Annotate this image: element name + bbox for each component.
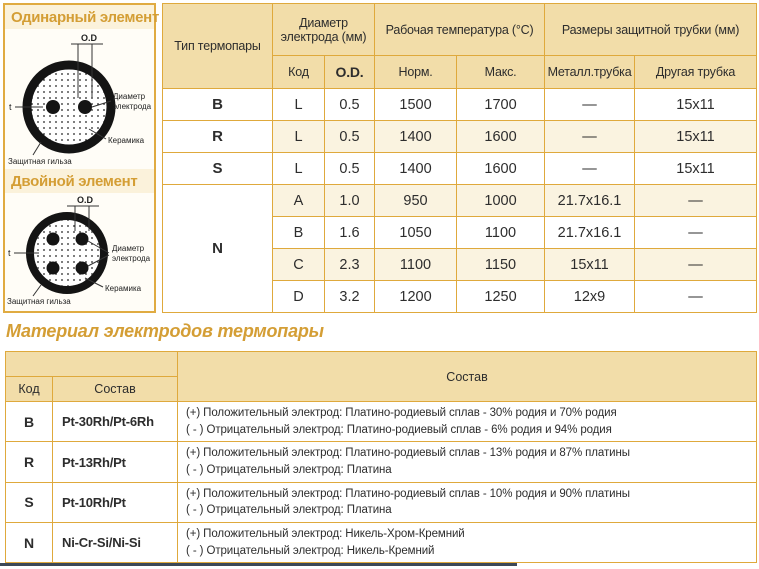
cell-max: 1600 bbox=[457, 153, 545, 185]
materials-row-N bbox=[6, 523, 757, 563]
materials-row-B bbox=[6, 402, 757, 442]
cell-max: 1700 bbox=[457, 89, 545, 121]
svg-text:электрода: электрода bbox=[112, 254, 151, 263]
cell-od: 3.2 bbox=[325, 281, 375, 313]
cell-norm: 1100 bbox=[375, 249, 457, 281]
cell-composition: Pt-13Rh/Pt bbox=[53, 442, 178, 482]
materials-row-R bbox=[6, 442, 757, 482]
double-element-diagram bbox=[5, 193, 156, 306]
cell-code: R bbox=[6, 442, 53, 482]
electrode-diameter-label: Диаметр bbox=[112, 244, 145, 253]
cell-norm: 1500 bbox=[375, 89, 457, 121]
spec-row-B bbox=[163, 89, 757, 121]
col-header-composition-full: Состав bbox=[178, 352, 757, 402]
cell-norm: 1200 bbox=[375, 281, 457, 313]
cell-max: 1000 bbox=[457, 185, 545, 217]
ceramic-label: Керамика bbox=[105, 284, 142, 293]
thermocouple-spec-table bbox=[162, 3, 757, 313]
cell-max: 1100 bbox=[457, 217, 545, 249]
electrode-dot bbox=[46, 100, 60, 114]
col-header-electrode-diameter: Диаметр электрода (мм) bbox=[273, 4, 375, 56]
element-diagrams-panel bbox=[3, 3, 159, 313]
cell-type: B bbox=[163, 89, 273, 121]
cell-metal: — bbox=[545, 153, 635, 185]
electrode-dot bbox=[78, 100, 92, 114]
cell-code: S bbox=[6, 482, 53, 522]
electrode-dot bbox=[47, 262, 60, 275]
negative-electrode-text: ( - ) Отрицательный электрод: Никель-Кремний bbox=[186, 544, 435, 557]
cell-max: 1600 bbox=[457, 121, 545, 153]
cell-code: B bbox=[273, 217, 325, 249]
electrode-dot bbox=[76, 233, 89, 246]
cell-max: 1150 bbox=[457, 249, 545, 281]
cell-other: — bbox=[635, 249, 757, 281]
cell-metal: 21.7x16.1 bbox=[545, 185, 635, 217]
cell-od: 0.5 bbox=[325, 121, 375, 153]
cell-description bbox=[178, 442, 757, 482]
cell-code: N bbox=[6, 523, 53, 563]
cell-type-N: N bbox=[163, 185, 273, 313]
negative-electrode-text: ( - ) Отрицательный электрод: Платина bbox=[186, 504, 392, 517]
cell-metal: 12x9 bbox=[545, 281, 635, 313]
cell-max: 1250 bbox=[457, 281, 545, 313]
spec-header-group-row bbox=[163, 4, 757, 56]
materials-row-S bbox=[6, 482, 757, 522]
spec-row-N-A bbox=[163, 185, 757, 217]
cell-metal: — bbox=[545, 89, 635, 121]
materials-header-top-row bbox=[6, 352, 757, 377]
col-header-od: O.D. bbox=[325, 56, 375, 89]
cell-code: L bbox=[273, 89, 325, 121]
col-header-norm: Норм. bbox=[375, 56, 457, 89]
cell-composition: Ni-Cr-Si/Ni-Si bbox=[53, 523, 178, 563]
cell-other: — bbox=[635, 217, 757, 249]
cell-norm: 1400 bbox=[375, 121, 457, 153]
sheath-label: Защитная гильза bbox=[8, 157, 72, 166]
page-bottom-rule bbox=[0, 563, 517, 566]
cell-norm: 950 bbox=[375, 185, 457, 217]
cell-code: L bbox=[273, 121, 325, 153]
cell-description bbox=[178, 402, 757, 442]
cell-od: 2.3 bbox=[325, 249, 375, 281]
cell-other: — bbox=[635, 185, 757, 217]
positive-electrode-text: (+) Положительный электрод: Платино-родиевый сплав - 10% родия и 90% платины bbox=[186, 487, 630, 500]
negative-electrode-text: ( - ) Отрицательный электрод: Платина bbox=[186, 464, 392, 477]
cell-other: 15x11 bbox=[635, 121, 757, 153]
positive-electrode-text: (+) Положительный электрод: Платино-родиевый сплав - 30% родия и 70% родия bbox=[186, 407, 617, 419]
cell-code: C bbox=[273, 249, 325, 281]
negative-electrode-text: ( - ) Отрицательный электрод: Платино-родиевый сплав - 6% родия и 94% родия bbox=[186, 423, 612, 436]
cell-code: B bbox=[6, 402, 53, 442]
cell-description bbox=[178, 482, 757, 522]
cell-norm: 1050 bbox=[375, 217, 457, 249]
cell-metal: 21.7x16.1 bbox=[545, 217, 635, 249]
electrode-materials-table bbox=[5, 351, 757, 563]
materials-section-heading: Материал электродов термопары bbox=[6, 321, 324, 341]
cell-code: D bbox=[273, 281, 325, 313]
cell-composition: Pt-10Rh/Pt bbox=[53, 482, 178, 522]
ceramic-label: Керамика bbox=[108, 136, 145, 145]
single-element-title: Одинарный элемент bbox=[5, 5, 154, 29]
cell-composition: Pt-30Rh/Pt-6Rh bbox=[53, 402, 178, 442]
col-header-other-tube: Другая трубка bbox=[635, 56, 757, 89]
cell-code: A bbox=[273, 185, 325, 217]
cell-metal: — bbox=[545, 121, 635, 153]
single-element-diagram bbox=[5, 29, 156, 169]
col-header-metal-tube: Металл.трубка bbox=[545, 56, 635, 89]
od-label: O.D bbox=[77, 195, 94, 205]
wall-thickness-label: t bbox=[8, 248, 11, 258]
col-header-type: Тип термопары bbox=[163, 4, 273, 89]
cell-other: — bbox=[635, 281, 757, 313]
col-header-code: Код bbox=[273, 56, 325, 89]
col-header-max: Макс. bbox=[457, 56, 545, 89]
cell-code: L bbox=[273, 153, 325, 185]
svg-text:электрода: электрода bbox=[113, 102, 152, 111]
wall-thickness-label: t bbox=[9, 102, 12, 112]
cell-norm: 1400 bbox=[375, 153, 457, 185]
col-header-code: Код bbox=[6, 377, 53, 402]
col-header-composition: Состав bbox=[53, 377, 178, 402]
positive-electrode-text: (+) Положительный электрод: Никель-Хром-Кремний bbox=[186, 528, 465, 541]
materials-header-spacer bbox=[6, 352, 178, 377]
col-header-working-temp: Рабочая температура (°C) bbox=[375, 4, 545, 56]
cell-type: S bbox=[163, 153, 273, 185]
cell-od: 0.5 bbox=[325, 153, 375, 185]
electrode-diameter-label: Диаметр bbox=[113, 92, 146, 101]
cell-metal: 15x11 bbox=[545, 249, 635, 281]
sheath-label: Защитная гильза bbox=[7, 297, 71, 306]
cell-od: 1.0 bbox=[325, 185, 375, 217]
cell-other: 15x11 bbox=[635, 153, 757, 185]
double-element-title: Двойной элемент bbox=[5, 169, 154, 193]
cell-od: 1.6 bbox=[325, 217, 375, 249]
spec-row-S bbox=[163, 153, 757, 185]
cell-other: 15x11 bbox=[635, 89, 757, 121]
od-label: O.D bbox=[81, 33, 98, 43]
electrode-dot bbox=[76, 262, 89, 275]
cell-type: R bbox=[163, 121, 273, 153]
spec-row-R bbox=[163, 121, 757, 153]
positive-electrode-text: (+) Положительный электрод: Платино-родиевый сплав - 13% родия и 87% платины bbox=[186, 447, 630, 460]
cell-description bbox=[178, 523, 757, 563]
cell-od: 0.5 bbox=[325, 89, 375, 121]
col-header-tube-sizes: Размеры защитной трубки (мм) bbox=[545, 4, 757, 56]
electrode-dot bbox=[47, 233, 60, 246]
